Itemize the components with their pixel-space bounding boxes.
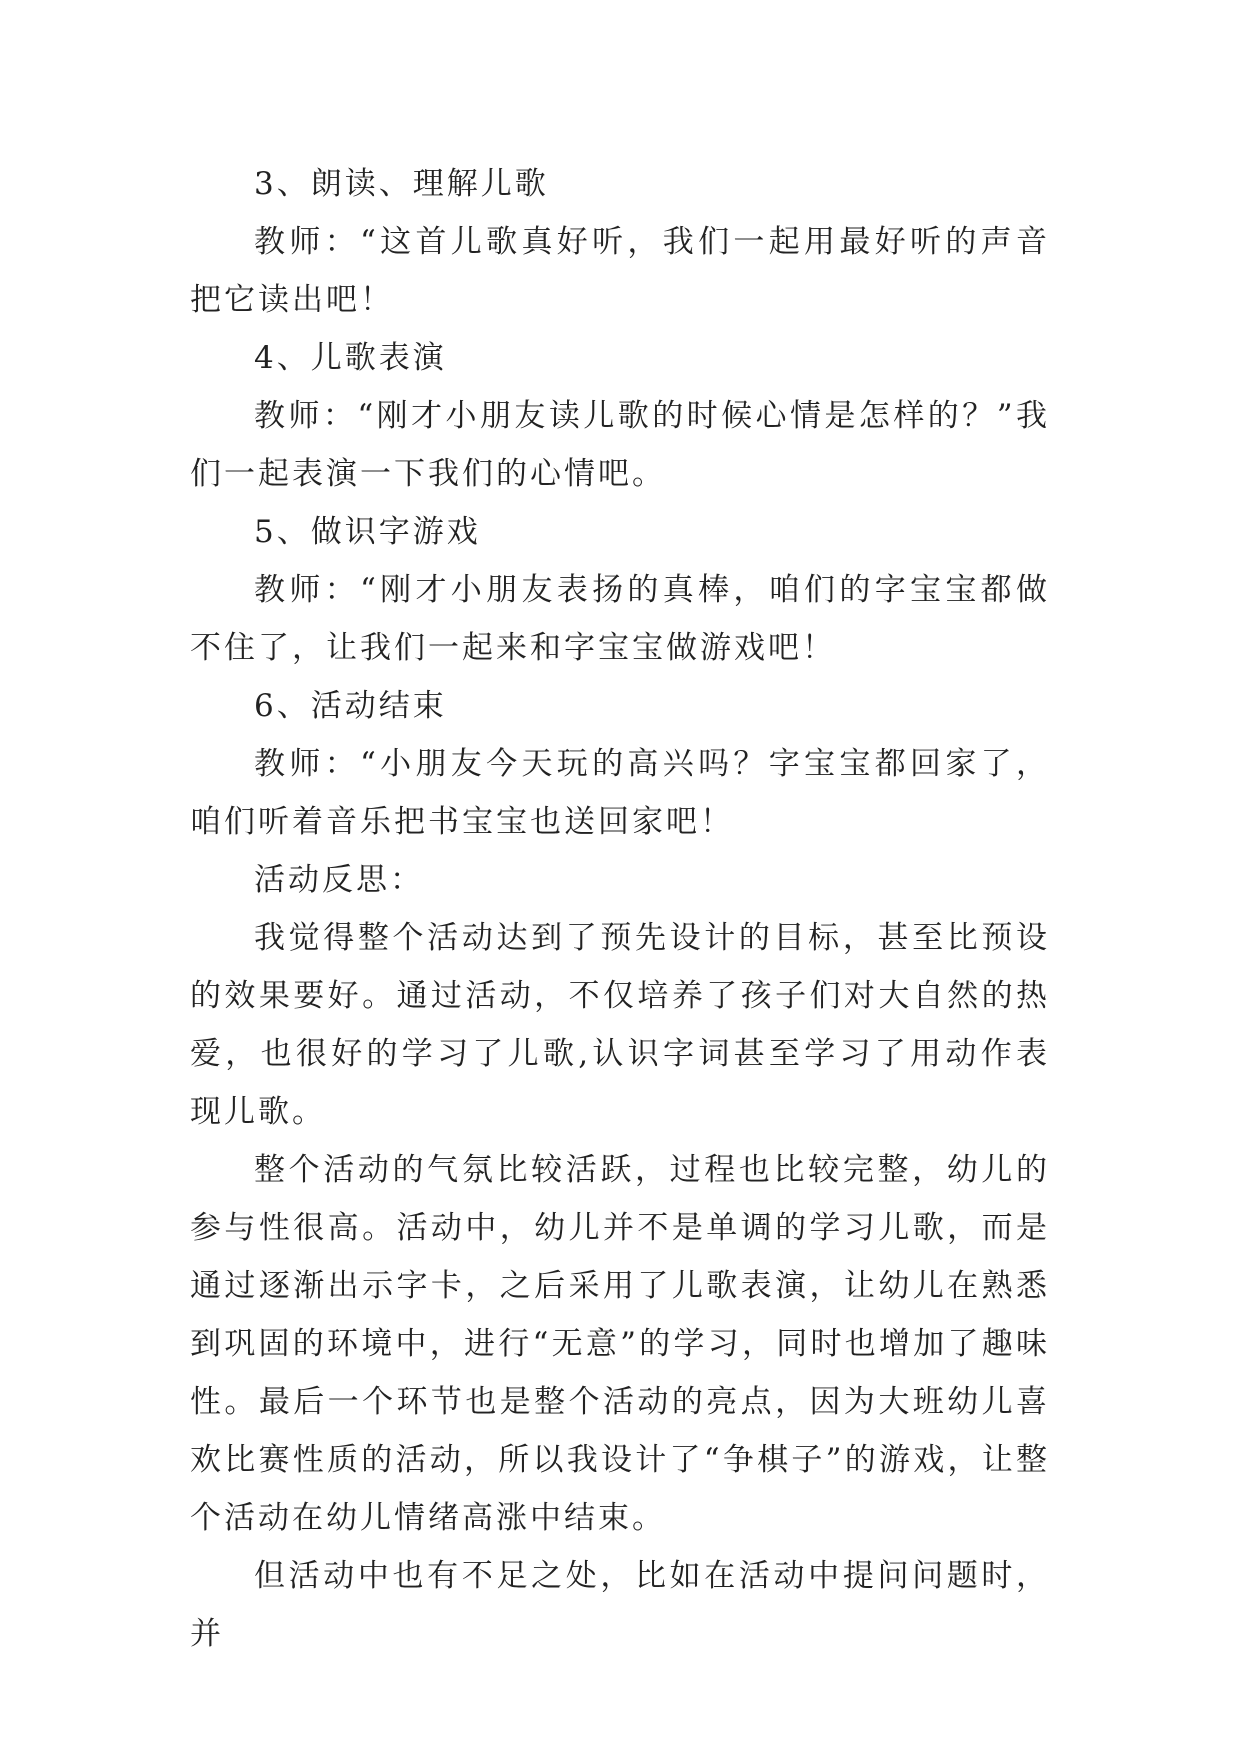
paragraph: 教师：“小朋友今天玩的高兴吗？字宝宝都回家了，咱们听着音乐把书宝宝也送回家吧！ <box>190 746 1050 840</box>
paragraph: 整个活动的气氛比较活跃，过程也比较完整，幼儿的参与性很高。活动中，幼儿并不是单调的学习儿歌，而是通过逐渐出示字卡，之后采用了儿歌表演，让幼儿在熟悉到巩固的环境中，进行“无意”的学习，同时也增加了趣味性。最后一个环节也是整个活动的亮点，因为大班幼儿喜欢比赛性质的活动，所以我设计了“争棋子”的游戏，让整个活动在幼儿情绪高涨中结束。 <box>190 1152 1050 1536</box>
paragraph: 教师：“刚才小朋友读儿歌的时候心情是怎样的？”我们一起表演一下我们的心情吧。 <box>190 398 1050 492</box>
document-body <box>190 155 1050 1663</box>
section-heading: 3、朗读、理解儿歌 <box>254 166 549 202</box>
paragraph: 教师：“刚才小朋友表扬的真棒，咱们的字宝宝都做不住了，让我们一起来和字宝宝做游戏吧！ <box>190 572 1050 666</box>
section-heading: 6、活动结束 <box>254 688 447 724</box>
paragraph: 我觉得整个活动达到了预先设计的目标，甚至比预设的效果要好。通过活动，不仅培养了孩子们对大自然的热爱，也很好的学习了儿歌,认识字词甚至学习了用动作表现儿歌。 <box>190 920 1050 1130</box>
section-heading: 5、做识字游戏 <box>254 514 481 550</box>
section-heading: 4、儿歌表演 <box>254 340 447 376</box>
paragraph: 教师：“这首儿歌真好听，我们一起用最好听的声音把它读出吧！ <box>190 224 1050 318</box>
paragraph: 但活动中也有不足之处，比如在活动中提问问题时，并 <box>190 1558 1050 1652</box>
section-heading: 活动反思： <box>254 862 424 898</box>
